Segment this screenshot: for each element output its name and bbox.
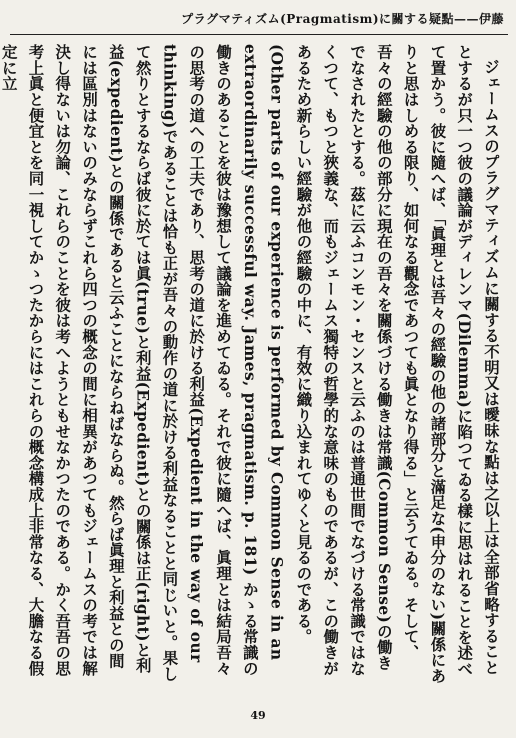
body-paragraph: ジェームスのプラグマティズムに關する不明又は曖昧な點は之以上は全部省略することとするが只一つ彼の議論がディレンマ(Dilemma)に陷つてゐる樣に思はれることを述べて置かう。彼に隨へば、「眞理とは吾々の經驗の他の諸部分と滿足な(申分のない)關係にありと思はしめる限り、如何なる觀念であつても眞となり得る」と云うてゐる。そして、吾々の經驗の他の部分に現在の吾々を關係づける働きは常識(Common Sense)の働きでなされたとする。茲に云ふコンモン・センスと云ふのは普通世間でなづける常識ではなくつて、もつと狹義な、而もジェームス獨特の哲學的な意味のものであるが、この働きがあるため新らしい經驗が他の經驗の中に、有效に織り込まれてゆくと見るのである。(Other parts of our experience is performed by Common Sense in an extraordinarily successful way. James, pragmatism. p. 181) かゝる常識の働きのあることを彼は豫想して議論を進めてゐる。それで彼に隨へば、眞理とは結局吾々の思考の道への工夫であり、思考の道に於ける利益(Expedient in the way of our thinking)であることは恰も正が吾々の動作の道に於ける利益なることと同じいと。果して然りとするならば彼に於ては眞(true)と利益(Expedient)との關係は正(right)と利益(expedient)との關係であると云ふことにならねばならぬ。然らば眞理と利益との間には區別はないのみならずこれら四つの概念の間に相異があつてもジェームスの考では解決し得ないは勿論、これらのことを彼は考へようともせなかつたのである。かく吾吾の思考上眞と便宜とを同一視してかゝつたからにはこれらの概念構成上非常なる、大膽なる假定に立 — [0, 44, 500, 684]
page-number: 49 — [250, 709, 266, 722]
body-text — [0, 44, 504, 684]
header-rule — [10, 34, 508, 35]
running-head: プラグマティズム(Pragmatism)に關する疑點——伊藤 — [181, 12, 504, 26]
